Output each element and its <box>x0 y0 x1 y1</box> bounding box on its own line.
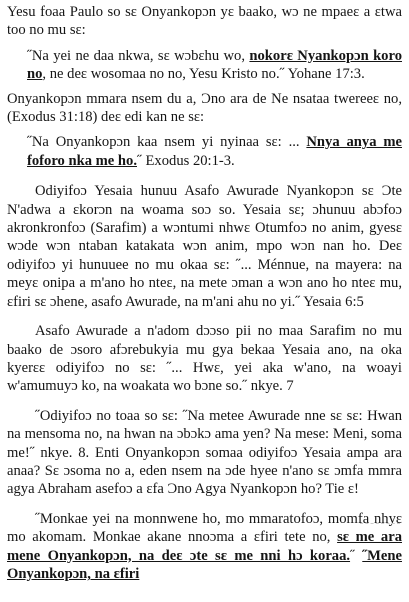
paragraph-2-intro: Onyankopɔn mmara nsem du a, Ɔno ara de Ne nsataa twereeɛ no, (Exodus 31:18) deɛ edi kan ne sɛ: <box>7 90 402 126</box>
quote-2-text-a: ˝Na Onyankopɔn kaa nsem yi nyinaa sɛ: ... <box>27 134 307 151</box>
paragraph-6-emphasis-2: ˝Mene Onyankopɔn, na ɛfiri <box>7 547 402 582</box>
quote-1-emphasis: nokorɛ Nyankopɔn koro no <box>27 47 402 83</box>
quote-yohane-17-3 <box>7 47 402 84</box>
quote-1-text-a: ˝Na yei ne daa nkwa, sɛ wɔbɛhu wo, <box>27 47 250 64</box>
paragraph-5: ˝Odiyifoɔ no toaa so sɛ: ˝Na metee Awurade nne sɛ sɛ: Hwan na mensoma no, na hwan na ɔbɔkɔ ama yen? Na mese: Meni, soma me!˝ nkye. 8. Enti Onyankopɔn somaa odiyifoɔ Yesaia ampa ara anaa? Sɛ ɔsoma no a, eden nsem na ɔde hyee n'ano sɛ ɔmfa mmra agya Abraham asefoɔ a ɛfa Ɔno Agya Nyankopɔn ho? Tie ɛ! <box>7 407 402 498</box>
paragraph-6-emphasis-1: sɛ me ara mene Onyankopɔn, na deɛ ɔte sɛ me nni hɔ koraa. <box>7 529 402 564</box>
paragraph-4: Asafo Awurade a n'adom dɔɔso pii no maa Sarafim no mu baako de ɔsoro afɔrebukyia mu gya bekaa Yesaia ano, na oka kyerɛɛ odiyifoɔ no sɛ: ˝... Hwɛ, yei aka w'ano, na woayi w'amumuyɔ ko, na woakata wo bɔne so.˝ nkye. 7 <box>7 323 402 395</box>
paragraph-1-intro: Yesu foaa Paulo so sɛ Onyankopɔn yɛ baako, wɔ ne mpaeɛ a ɛtwa too no mu sɛ: <box>7 4 402 39</box>
paragraph-6-text-a: ˝Monkae yei na monnwene ho, mo mmaratofoɔ, momfa nhyɛ mo akomam. Monkae akane nnoɔma a ɛfiri tete no, <box>7 510 402 546</box>
faint-divider-mark <box>360 523 400 524</box>
quote-2-text-c: ˝ Exodus 20:1-3. <box>137 152 235 169</box>
paragraph-6 <box>7 510 402 584</box>
paragraph-3: Odiyifoɔ Yesaia hunuu Asafo Awurade Nyankopɔn sɛ Ɔte N'adwa a ɛkorɔn na woama soɔ so. Yesaia sɛ; ɔhunuu abɔfoɔ akronkronfoɔ (Sarafim) a wɔntumi nhwɛ Otumfoɔ no anim, gyesɛ wɔde wɔn ntaban katakata wɔn anim, mpo wɔn nan ho. Deɛ odiyifoɔ yi hunuuee no mu okaa sɛ: ˝... Ménnue, na mayera: na meyɛ onipa a m'ano ho nteɛ, na mete ɔman a wɔn ano ho nteɛ mu, ɛfiri sɛ ɔhene, asafo Awurade, na m'ani ahu no yi.˝ Yesaia 6:5 <box>7 183 402 310</box>
quote-2-emphasis: Nnya anya me foforo nka me ho. <box>27 134 402 169</box>
paragraph-1 <box>7 3 402 40</box>
quote-exodus-20 <box>7 133 402 170</box>
paragraph-2 <box>7 90 402 127</box>
quote-1-text-c: , ne deɛ wosomaa no no, Yesu Kristo no.˝ Yohane 17:3. <box>42 66 365 83</box>
paragraph-6-text-c: ˝ <box>350 547 363 564</box>
